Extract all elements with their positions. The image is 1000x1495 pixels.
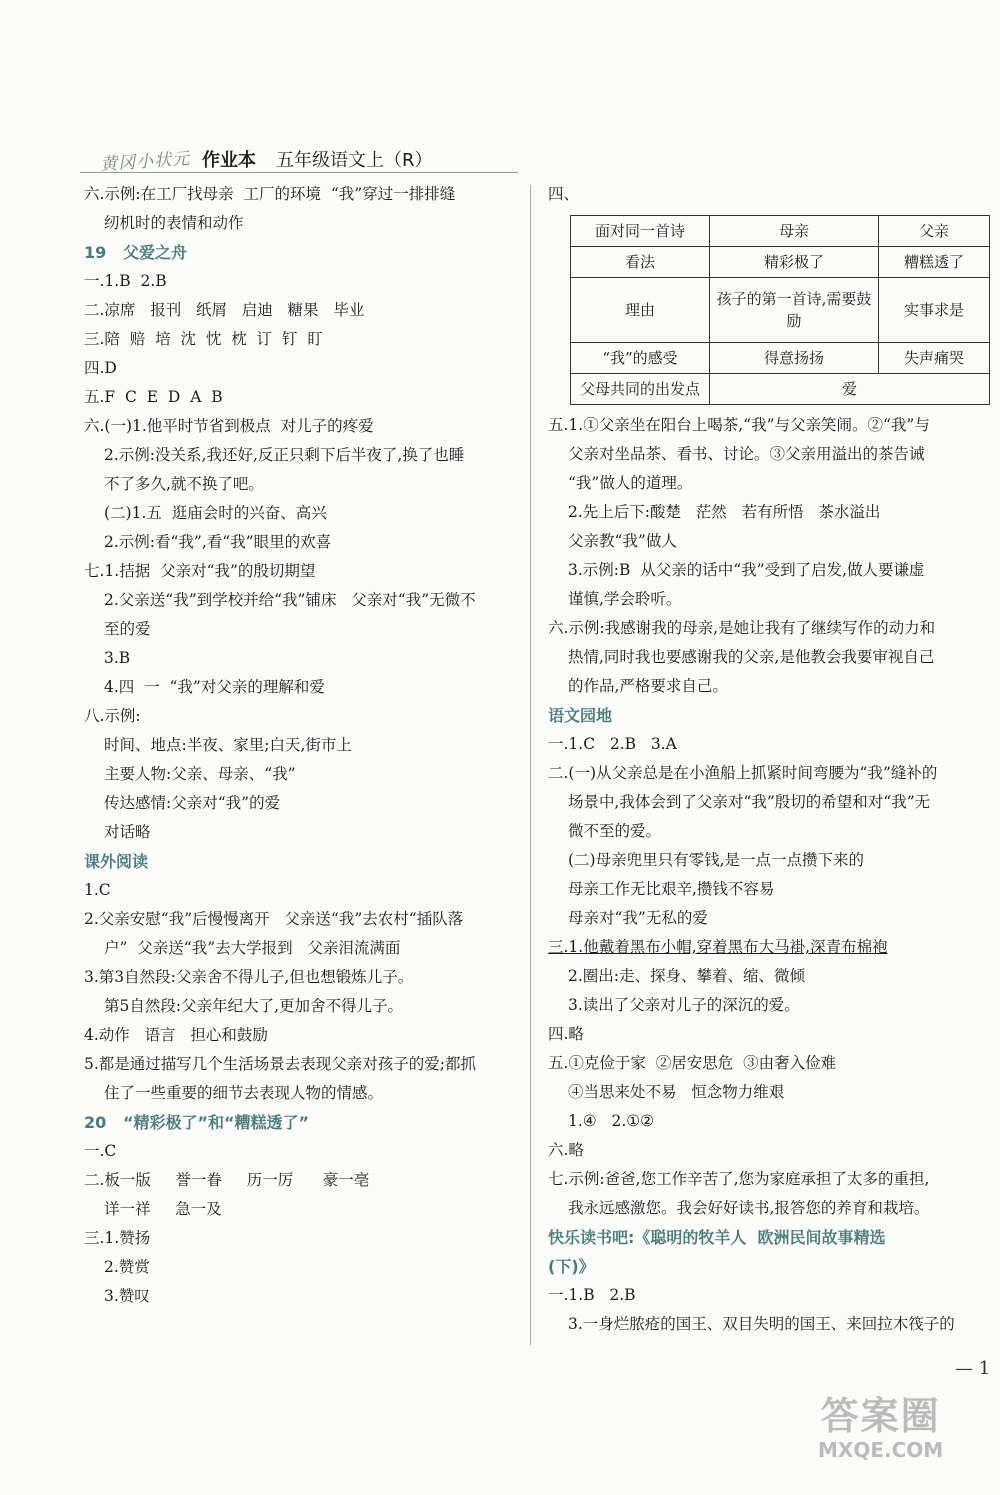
table-cell: 父母共同的出发点 xyxy=(571,374,710,405)
answer-line: 2.赞赏 xyxy=(104,1258,150,1276)
answer-line: 4.动作 语言 担心和鼓励 xyxy=(84,1026,268,1044)
answer-line: 六.略 xyxy=(548,1141,584,1159)
answer-line: 纫机时的表情和动作 xyxy=(104,214,244,232)
answer-line: 一.1.B 2.B xyxy=(548,1286,636,1304)
table-cell: 父亲 xyxy=(879,216,990,247)
answer-line: 1.C xyxy=(84,881,111,899)
table-cell: 精彩极了 xyxy=(710,247,879,278)
header-title: 作业本 xyxy=(202,150,256,171)
answer-line: 七.1.拮据 父亲对“我”的殷切期望 xyxy=(84,562,316,580)
answer-line: 四.略 xyxy=(548,1025,584,1043)
answer-line: 六.示例:我感谢我的母亲,是她让我有了继续写作的动力和 xyxy=(548,619,936,637)
section-heading: 课外阅读 xyxy=(84,852,149,871)
table-cell: 爱 xyxy=(710,374,990,405)
page-number: — 1 xyxy=(955,1358,991,1379)
table-row xyxy=(571,343,990,374)
table-cell: 得意扬扬 xyxy=(710,343,879,374)
table-cell: 理由 xyxy=(571,278,710,343)
table-row xyxy=(571,247,990,278)
answer-line: 一.1.B 2.B xyxy=(84,272,167,290)
answer-line: 一.C xyxy=(84,1142,117,1160)
answer-line: 四、 xyxy=(548,185,580,203)
table-cell: 孩子的第一首诗,需要鼓励 xyxy=(710,278,879,343)
answer-line: 热情,同时我也要感谢我的父亲,是他教会我要审视自己 xyxy=(568,648,935,666)
answer-line: 父亲教“我”做人 xyxy=(568,532,677,550)
answer-line: 八.示例: xyxy=(84,707,141,725)
page-header xyxy=(99,138,433,176)
table-row xyxy=(571,216,990,247)
header-subtitle: 五年级语文上（R） xyxy=(276,150,433,171)
answer-line: 五.1.①父亲坐在阳台上喝茶,“我”与父亲笑闹。②“我”与 xyxy=(548,416,930,434)
answer-line: 3.B xyxy=(104,649,131,667)
answer-line: 的作品,严格要求自己。 xyxy=(568,677,728,695)
answer-line: 三.1.赞扬 xyxy=(84,1229,151,1247)
left-column xyxy=(84,180,522,1311)
right-column xyxy=(548,180,984,1339)
answer-line: 3.一身烂脓疮的国王、双目失明的国王、来回拉木筏子的 xyxy=(568,1315,955,1333)
answer-line: 第5自然段:父亲年纪大了,更加舍不得儿子。 xyxy=(104,997,404,1015)
answer-line: 六.示例:在工厂找母亲 工厂的环境 “我”穿过一排排缝 xyxy=(84,185,456,203)
answer-line: 2.圈出:走、探身、攀着、缩、微倾 xyxy=(568,967,806,985)
table-cell: “我”的感受 xyxy=(571,343,710,374)
section-heading: (下)》 xyxy=(548,1257,595,1276)
watermark-url: MXQE.COM xyxy=(818,1438,944,1462)
answer-line: 父亲对坐品茶、看书、讨论。③父亲用溢出的茶告诫 xyxy=(568,445,925,463)
answer-line: 2.先上后下:酸楚 茫然 若有所悟 茶水溢出 xyxy=(568,503,881,521)
table-cell: 糟糕透了 xyxy=(879,247,990,278)
answer-line: 五.F C E D A B xyxy=(84,388,223,406)
answer-line: 不了多久,就不换了吧。 xyxy=(104,475,264,493)
answer-line: 六.(一)1.他平时节省到极点 对儿子的疼爱 xyxy=(84,417,374,435)
answer-line: 一.1.C 2.B 3.A xyxy=(548,735,677,753)
answer-line: 2.示例:看“我”,看“我”眼里的欢喜 xyxy=(104,533,332,551)
answer-line: (二)1.五 逛庙会时的兴奋、高兴 xyxy=(104,504,327,522)
answer-line: 三.1.他戴着黑布小帽,穿着黑布大马褂,深青布棉袍 xyxy=(548,938,888,956)
answer-line: 四.D xyxy=(84,359,117,377)
table-cell: 面对同一首诗 xyxy=(571,216,710,247)
answer-line: 户” 父亲送“我”去大学报到 父亲泪流满面 xyxy=(104,939,401,957)
column-divider xyxy=(530,185,531,1345)
answer-line: 5.都是通过描写几个生活场景去表现父亲对孩子的爱;都抓 xyxy=(84,1055,477,1073)
answer-line: 五.①克俭于家 ②居安思危 ③由奢入俭难 xyxy=(548,1054,837,1072)
table-row xyxy=(571,278,990,343)
watermark-logo: 答案圈 xyxy=(820,1394,941,1438)
answer-line: 我永远感激您。我会好好读书,报答您的养育和栽培。 xyxy=(568,1199,930,1217)
answer-line: 谨慎,学会聆听。 xyxy=(568,590,682,608)
answer-line: 详一祥 急一及 xyxy=(104,1200,222,1218)
answer-line: “我”做人的道理。 xyxy=(568,474,693,492)
answer-line: 七.示例:爸爸,您工作辛苦了,您为家庭承担了太多的重担, xyxy=(548,1170,930,1188)
section-heading: 19 父爱之舟 xyxy=(84,243,187,262)
answer-line: 二.(一)从父亲总是在小渔船上抓紧时间弯腰为“我”缝补的 xyxy=(548,764,938,782)
table-cell: 失声痛哭 xyxy=(879,343,990,374)
answer-line: 4.四 一 “我”对父亲的理解和爱 xyxy=(104,678,325,696)
answer-line: ④当思来处不易 恒念物力维艰 xyxy=(568,1083,785,1101)
answer-line: 3.第3自然段:父亲舍不得儿子,但也想锻炼儿子。 xyxy=(84,968,414,986)
answer-line: 3.示例:B 从父亲的话中“我”受到了启发,做人要谦虚 xyxy=(568,561,925,579)
answer-line: 时间、地点:半夜、家里;白天,街市上 xyxy=(104,736,352,754)
answer-line: 1.④ 2.①② xyxy=(568,1112,655,1130)
answer-line: 3.读出了父亲对儿子的深沉的爱。 xyxy=(568,996,800,1014)
answer-line: 主要人物:父亲、母亲、“我” xyxy=(104,765,296,783)
answer-line: 2.示例:没关系,我还好,反正只剩下后半夜了,换了也睡 xyxy=(104,446,465,464)
section-heading: 20 “精彩极了”和“糟糕透了” xyxy=(84,1113,310,1132)
answer-line: 至的爱 xyxy=(104,620,151,638)
answer-table xyxy=(570,215,990,405)
brand-logo: 黄冈小状元 xyxy=(99,148,191,176)
table-row xyxy=(571,374,990,405)
answer-line: 对话略 xyxy=(104,823,151,841)
answer-line: 3.赞叹 xyxy=(104,1287,150,1305)
watermark xyxy=(818,1385,943,1462)
answer-line: 2.父亲送“我”到学校并给“我”铺床 父亲对“我”无微不 xyxy=(104,591,476,609)
answer-line: 二.板一版 誉一眷 历一厉 豪一亳 xyxy=(84,1171,370,1189)
answer-line: 传达感情:父亲对“我”的爱 xyxy=(104,794,281,812)
table-cell: 实事求是 xyxy=(879,278,990,343)
answer-line: (二)母亲兜里只有零钱,是一点一点攒下来的 xyxy=(568,851,865,869)
answer-line: 微不至的爱。 xyxy=(568,822,662,840)
answer-line: 三.陪 赔 培 沈 忱 枕 订 钉 盯 xyxy=(84,330,323,348)
table-cell: 母亲 xyxy=(710,216,879,247)
answer-line: 母亲对“我”无私的爱 xyxy=(568,909,708,927)
section-heading: 快乐读书吧:《聪明的牧羊人 欧洲民间故事精选 xyxy=(548,1228,886,1247)
answer-line: 二.凉席 报刊 纸屑 启迪 糖果 毕业 xyxy=(84,301,365,319)
answer-line: 场景中,我体会到了父亲对“我”殷切的希望和对“我”无 xyxy=(568,793,931,811)
section-heading: 语文园地 xyxy=(548,706,613,725)
table-cell: 看法 xyxy=(571,247,710,278)
answer-line: 2.父亲安慰“我”后慢慢离开 父亲送“我”去农村“插队落 xyxy=(84,910,464,928)
header-rule xyxy=(80,172,518,173)
answer-line: 母亲工作无比艰辛,攒钱不容易 xyxy=(568,880,775,898)
answer-line: 住了一些重要的细节去表现人物的情感。 xyxy=(104,1084,384,1102)
